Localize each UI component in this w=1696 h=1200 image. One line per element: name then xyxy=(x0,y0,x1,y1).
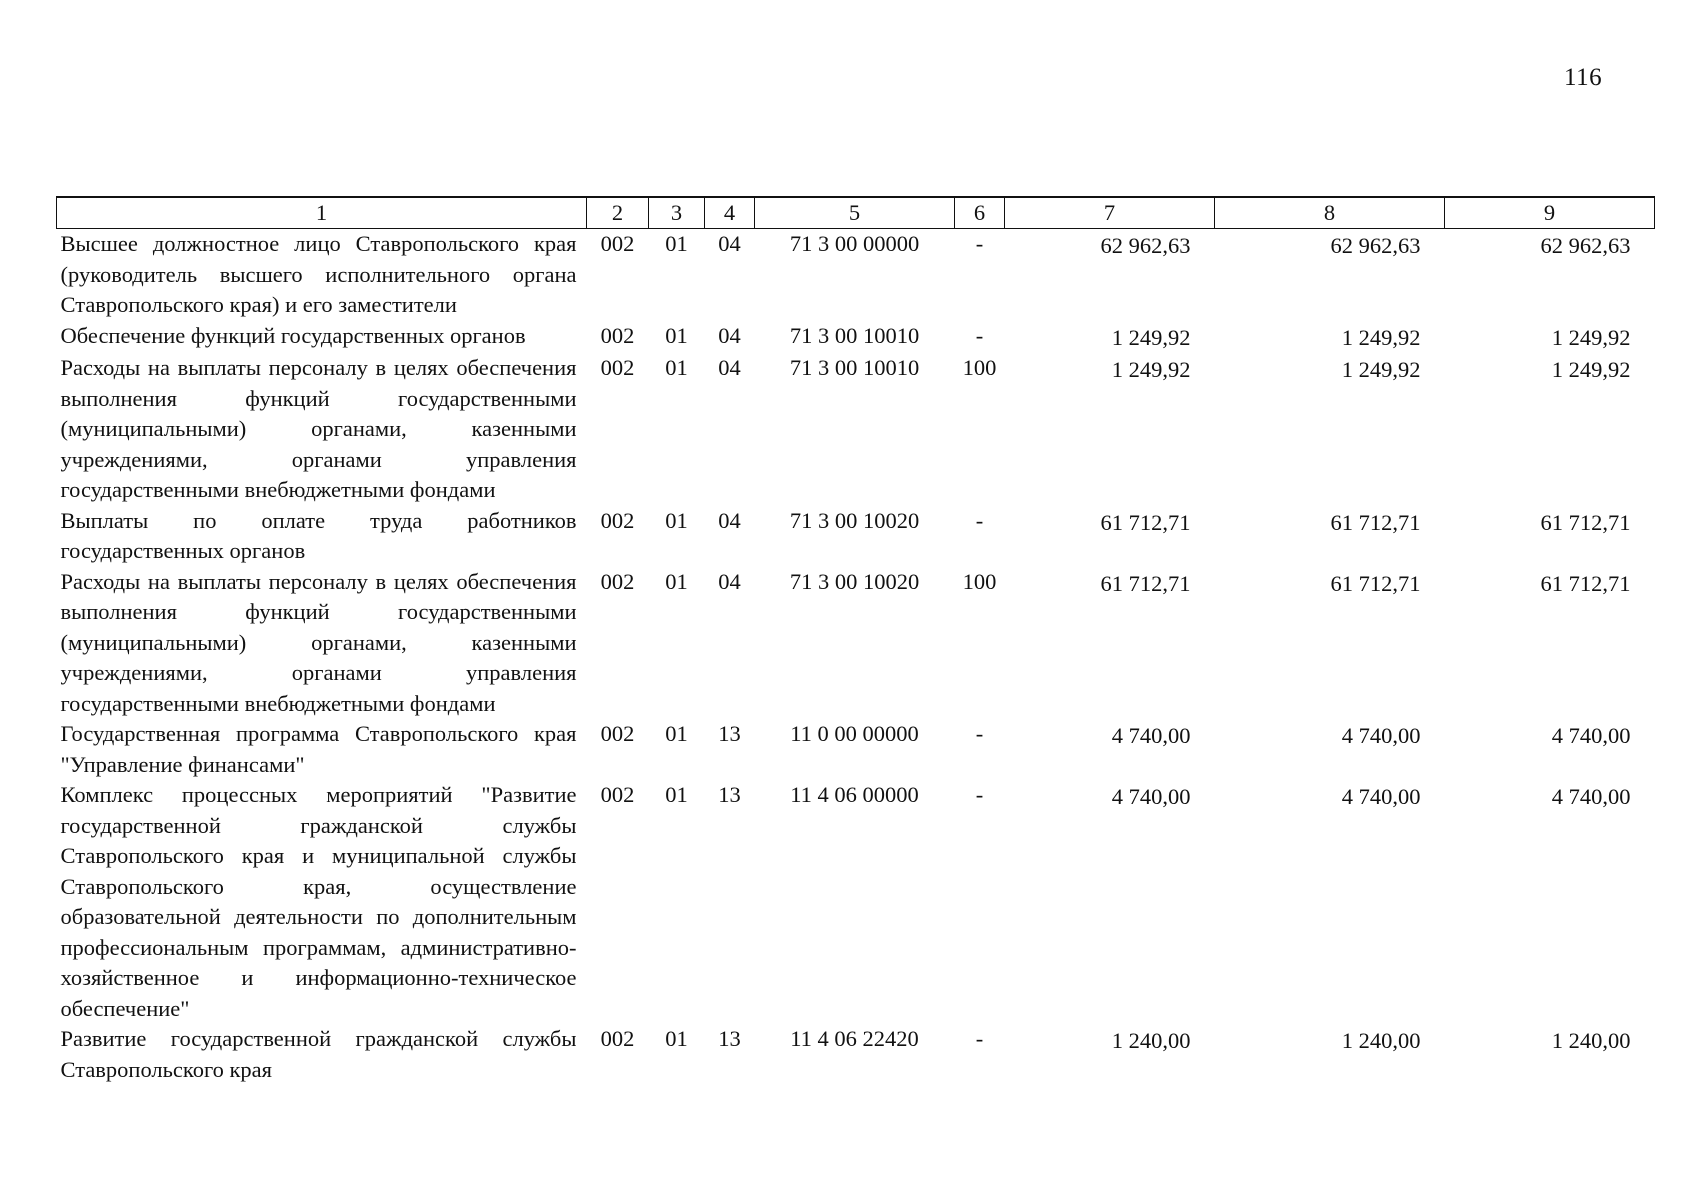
row-name: Обеспечение функций государственных органов xyxy=(60,322,526,348)
section-code: 01 xyxy=(665,355,688,380)
row-name: Расходы на выплаты персоналу в целях обеспечения выполнения функций государственными (муниципальными) органами, казенными учреждениями, органами управления государственными внебюджетными фондами xyxy=(60,355,577,502)
amount-col9: 4 740,00 xyxy=(1551,784,1631,809)
target-article-code: 71 3 00 10010 xyxy=(789,355,920,380)
amount-col7: 4 740,00 xyxy=(1111,723,1191,748)
table-row xyxy=(57,353,1655,506)
ministry-code: 002 xyxy=(600,721,635,746)
ministry-code: 002 xyxy=(600,507,635,533)
amount-col7: 61 712,71 xyxy=(1100,509,1191,535)
table-row xyxy=(57,780,1655,1024)
section-code: 01 xyxy=(665,507,688,533)
amount-col7: 1 249,92 xyxy=(1111,357,1191,382)
expense-type-code: - xyxy=(975,507,984,533)
ministry-code: 002 xyxy=(600,782,635,807)
amount-col8: 1 240,00 xyxy=(1341,1028,1421,1053)
expense-type-code: - xyxy=(975,782,984,807)
section-code: 01 xyxy=(665,1026,688,1051)
amount-col8: 1 249,92 xyxy=(1341,324,1421,350)
amount-col7: 1 240,00 xyxy=(1111,1028,1191,1053)
table-row xyxy=(57,229,1655,321)
expense-type-code: - xyxy=(975,1026,984,1051)
page-number: 116 xyxy=(1564,64,1603,91)
ministry-code: 002 xyxy=(600,231,635,256)
target-article-code: 71 3 00 10020 xyxy=(789,568,920,594)
table-row xyxy=(57,321,1655,354)
amount-col8: 61 712,71 xyxy=(1330,570,1421,596)
subsection-code: 13 xyxy=(718,721,741,746)
amount-col8: 4 740,00 xyxy=(1341,784,1421,809)
section-code: 01 xyxy=(665,322,688,348)
row-name: Государственная программа Ставропольского края "Управление финансами" xyxy=(60,721,577,777)
expense-type-code: - xyxy=(975,231,984,256)
header-cell: 8 xyxy=(1215,197,1445,229)
amount-col9: 61 712,71 xyxy=(1540,570,1631,596)
row-name: Выплаты по оплате труда работников государственных органов xyxy=(60,507,577,563)
target-article-code: 11 4 06 22420 xyxy=(790,1026,919,1051)
amount-col8: 1 249,92 xyxy=(1341,357,1421,382)
header-cell: 2 xyxy=(587,197,649,229)
row-name: Комплекс процессных мероприятий "Развитие государственной гражданской службы Ставропольского края и муниципальной службы Ставропольского края, осуществление образовательной деятельности по дополнительным профессиональным программам, административно-хозяйственное и информационно-техническое обеспечение" xyxy=(60,782,577,1021)
row-name: Расходы на выплаты персоналу в целях обеспечения выполнения функций государственными (муниципальными) органами, казенными учреждениями, органами управления государственными внебюджетными фондами xyxy=(60,568,577,716)
amount-col8: 62 962,63 xyxy=(1330,233,1421,258)
header-cell: 7 xyxy=(1005,197,1215,229)
header-row xyxy=(57,197,1655,229)
row-name: Развитие государственной гражданской службы Ставропольского края xyxy=(60,1026,577,1082)
amount-col8: 4 740,00 xyxy=(1341,723,1421,748)
expense-type-code: - xyxy=(975,721,984,746)
subsection-code: 13 xyxy=(718,782,741,807)
target-article-code: 71 3 00 10020 xyxy=(789,507,920,533)
header-cell: 6 xyxy=(955,197,1005,229)
header-cell: 3 xyxy=(649,197,705,229)
section-code: 01 xyxy=(665,721,688,746)
subsection-code: 04 xyxy=(718,322,741,348)
amount-col7: 4 740,00 xyxy=(1111,784,1191,809)
expense-type-code: - xyxy=(975,322,984,348)
subsection-code: 04 xyxy=(718,355,741,380)
target-article-code: 71 3 00 00000 xyxy=(789,231,920,256)
ministry-code: 002 xyxy=(600,1026,635,1051)
section-code: 01 xyxy=(665,568,688,594)
section-code: 01 xyxy=(665,231,688,256)
ministry-code: 002 xyxy=(600,568,635,594)
table-row xyxy=(57,506,1655,567)
amount-col9: 62 962,63 xyxy=(1540,233,1631,258)
amount-col9: 4 740,00 xyxy=(1551,723,1631,748)
amount-col7: 62 962,63 xyxy=(1100,233,1191,258)
table-row xyxy=(57,719,1655,780)
amount-col7: 61 712,71 xyxy=(1100,570,1191,596)
section-code: 01 xyxy=(665,782,688,807)
target-article-code: 11 4 06 00000 xyxy=(790,782,919,807)
expense-type-code: 100 xyxy=(962,355,997,380)
ministry-code: 002 xyxy=(600,322,635,348)
table-row xyxy=(57,1024,1655,1085)
header-cell: 1 xyxy=(57,197,587,229)
subsection-code: 04 xyxy=(718,568,741,594)
target-article-code: 71 3 00 10010 xyxy=(789,322,920,348)
ministry-code: 002 xyxy=(600,355,635,380)
header-cell: 4 xyxy=(705,197,755,229)
amount-col9: 1 249,92 xyxy=(1551,324,1631,350)
amount-col8: 61 712,71 xyxy=(1330,509,1421,535)
budget-table xyxy=(56,196,1655,1085)
expense-type-code: 100 xyxy=(962,568,997,594)
amount-col9: 61 712,71 xyxy=(1540,509,1631,535)
target-article-code: 11 0 00 00000 xyxy=(790,721,919,746)
row-name: Высшее должностное лицо Ставропольского края (руководитель высшего исполнительного органа Ставропольского края) и его заместители xyxy=(60,231,577,317)
subsection-code: 04 xyxy=(718,507,741,533)
table-row xyxy=(57,567,1655,720)
subsection-code: 04 xyxy=(718,231,741,256)
header-cell: 5 xyxy=(755,197,955,229)
amount-col9: 1 249,92 xyxy=(1551,357,1631,382)
subsection-code: 13 xyxy=(718,1026,741,1051)
header-cell: 9 xyxy=(1445,197,1655,229)
amount-col9: 1 240,00 xyxy=(1551,1028,1631,1053)
amount-col7: 1 249,92 xyxy=(1111,324,1191,350)
